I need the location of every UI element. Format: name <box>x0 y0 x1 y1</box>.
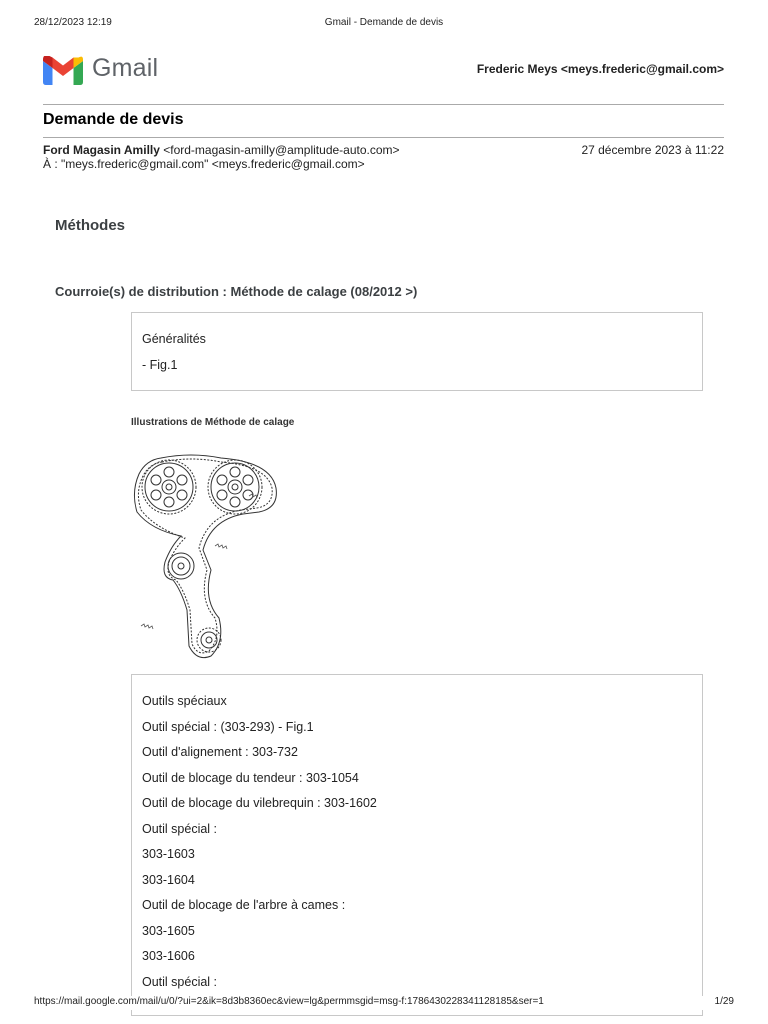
generalites-heading: Généralités <box>142 332 206 346</box>
generalites-fig-ref: - Fig.1 <box>142 358 178 372</box>
header-divider <box>43 104 724 105</box>
generalites-box <box>131 312 703 391</box>
print-page-count: 1/29 <box>714 996 734 1007</box>
camshaft-sprocket-left <box>142 460 196 514</box>
outils-item: Outil spécial : <box>142 975 218 989</box>
section-title: Méthodes <box>55 217 126 234</box>
outils-item: Outil spécial : (303-293) - Fig.1 <box>142 720 314 734</box>
print-datetime: 28/12/2023 12:19 <box>34 17 112 28</box>
outils-item: 303-1605 <box>142 924 195 938</box>
outils-item: Outil de blocage de l'arbre à cames : <box>142 898 346 912</box>
outils-item: Outils spéciaux <box>142 694 227 708</box>
email-subject: Demande de devis <box>43 111 184 128</box>
gmail-wordmark: Gmail <box>92 54 159 82</box>
recipient-line: À : "meys.frederic@gmail.com" <meys.frederic@gmail.com> <box>43 157 365 171</box>
print-url: https://mail.google.com/mail/u/0/?ui=2&ik=8d3b8360ec&view=lg&permmsgid=msg-f:1786430228341128185&ser=1 <box>34 996 544 1007</box>
account-identity: Frederic Meys <meys.frederic@gmail.com> <box>476 62 724 76</box>
subject-divider <box>43 137 724 138</box>
tensioner-pulley <box>168 553 194 579</box>
email-date: 27 décembre 2023 à 11:22 <box>581 143 724 157</box>
outils-item: Outil de blocage du tendeur : 303-1054 <box>142 771 359 785</box>
sender-address: <ford-magasin-amilly@amplitude-auto.com> <box>163 143 400 157</box>
illustrations-caption: Illustrations de Méthode de calage <box>131 417 295 428</box>
outils-item: Outil d'alignement : 303-732 <box>142 745 298 759</box>
timing-belt-diagram <box>131 450 281 662</box>
outils-item: 303-1604 <box>142 873 195 887</box>
sender-name: Ford Magasin Amilly <box>43 143 160 157</box>
print-footer <box>34 996 734 1010</box>
outils-item: Outil spécial : <box>142 822 218 836</box>
print-page-title: Gmail - Demande de devis <box>324 17 444 28</box>
gmail-m-icon <box>43 56 83 85</box>
camshaft-sprocket-right <box>208 460 262 514</box>
outils-item: 303-1603 <box>142 847 195 861</box>
gmail-logo <box>43 55 168 85</box>
print-header <box>34 17 734 31</box>
outils-speciaux-box <box>131 674 703 1016</box>
sender-line <box>43 143 400 157</box>
outils-item: 303-1606 <box>142 949 195 963</box>
outils-item: Outil de blocage du vilebrequin : 303-1602 <box>142 796 377 810</box>
method-title: Courroie(s) de distribution : Méthode de calage (08/2012 >) <box>55 284 418 299</box>
